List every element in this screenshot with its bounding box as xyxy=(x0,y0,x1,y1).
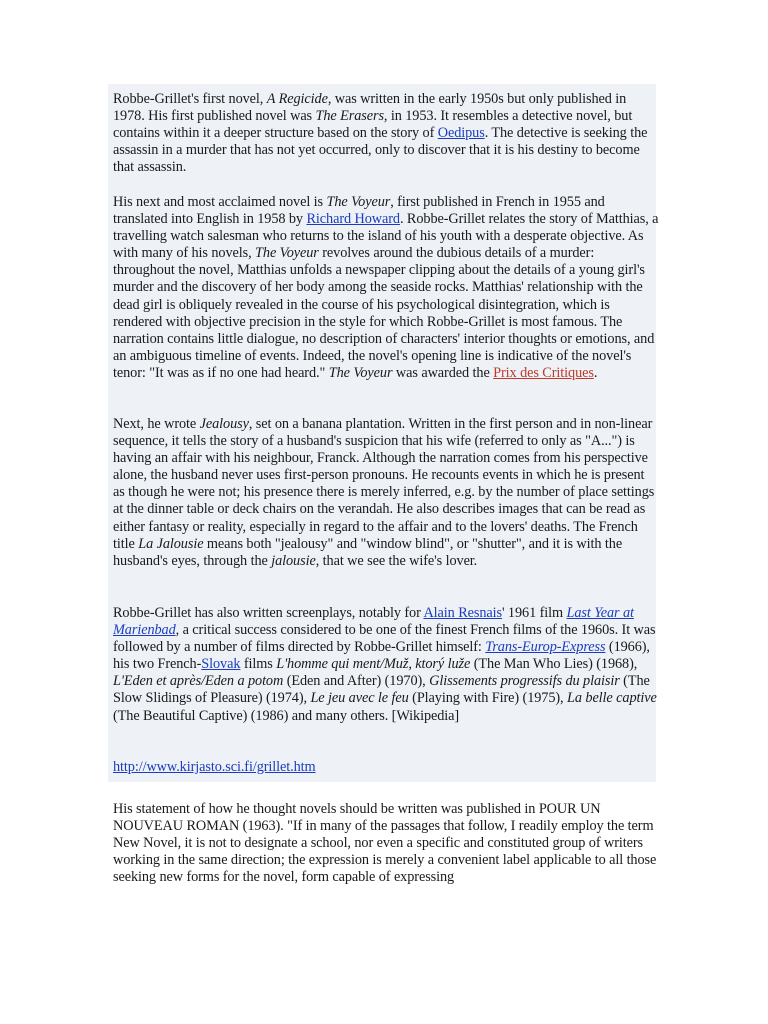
text-span: . Robbe-Grillet relates the story of Matthias, a travelling watch salesman who returns to the island of his youth with a desperate objective. As with many of his novels, xyxy=(113,211,659,262)
title-jealousy: Jealousy xyxy=(199,416,249,432)
title-le-jeu-avec-le-feu: Le jeu avec le feu xyxy=(310,690,409,707)
term-jalousie: jalousie xyxy=(271,552,316,569)
text-span: (The Beautiful Captive) (1986) and many others. [Wikipedia] xyxy=(113,707,460,724)
title-glissements: Glissements progressifs du plaisir xyxy=(429,673,620,690)
link-richard-howard[interactable]: Richard Howard xyxy=(306,211,400,228)
text-span: , set on a banana plantation. Written in the first person and in non-linear sequence, it tells the story of a husband's suspicion that his wife (referred to only as "A...") is having an affair with his neighbour, Franck. Although the narration comes from his perspective alone, the husband never uses first-person pronouns. He recounts events in which he is present as though he were not; his presence there is merely inferred, e.g. by the number of place settings at the dinner table or deck chairs on the verandah. He also describes images that can be read as either fantasy or reality, especially in regard to the affair and to the lovers' deaths. The French title xyxy=(113,416,655,552)
text-span: Next, he wrote xyxy=(113,416,200,432)
title-the-voyeur: The Voyeur xyxy=(326,194,391,210)
text-span: (1966), his two French- xyxy=(113,639,650,673)
title-la-jalousie: La Jalousie xyxy=(138,535,204,552)
link-trans-europ-express[interactable] xyxy=(485,639,605,655)
text-span: (Playing with Fire) (1975), xyxy=(408,690,568,707)
link-slovak[interactable]: Slovak xyxy=(201,656,241,673)
title-trans-europ-express: Trans-Europ-Express xyxy=(485,639,606,656)
text-span: Robbe-Grillet's first novel, xyxy=(113,91,267,107)
title-the-voyeur: The Voyeur xyxy=(328,364,393,381)
paragraph-nouveau-roman: His statement of how he thought novels should be written was published in POUR UN NOUVEAU ROMAN (1963). "If in many of the passages that follow, I readily employ the term New Novel, it is not to designate a school, nor even a specific and constituted group of writers working in the same direction; the expression is merely a convenient label applicable to all those seeking new forms for the novel, form capable of expressing xyxy=(113,801,657,886)
title-la-belle-captive: La belle captive xyxy=(567,690,657,707)
text-span: , a critical success considered to be one of the finest French films of the 1960s. It was followed by a number of films directed by Robbe-Grillet himself: xyxy=(113,622,656,656)
link-prix-des-critiques[interactable]: Prix des Critiques xyxy=(493,364,594,381)
link-oedipus[interactable]: Oedipus xyxy=(437,125,485,142)
text-span: (The Slow Slidings of Pleasure) (1974), xyxy=(113,673,650,707)
text-span: was awarded the xyxy=(392,364,494,381)
title-lhomme-qui-ment: L'homme qui ment/Muž, ktorý luže xyxy=(276,656,471,673)
lower-text-block xyxy=(108,796,656,896)
text-span: (Eden and After) (1970), xyxy=(283,673,430,690)
text-span: . xyxy=(593,364,598,381)
text-span: means both "jealousy" and "window blind", or "shutter", and it is with the husband's eyes, through the xyxy=(113,535,623,569)
link-source-url[interactable]: http://www.kirjasto.sci.fi/grillet.htm xyxy=(113,759,316,775)
paragraph-first-novel xyxy=(113,91,659,176)
text-span: , in 1953. It resembles a detective novel, but contains within it a deeper structure based on the story of xyxy=(113,108,633,142)
paragraph-screenplays xyxy=(113,605,659,725)
link-alain-resnais[interactable]: Alain Resnais xyxy=(423,605,502,621)
paragraph-source-url xyxy=(113,759,659,776)
text-span: , that we see the wife's lover. xyxy=(315,552,478,569)
title-last-year-at-marienbad: Last Year at Marienbad xyxy=(113,605,634,639)
title-a-regicide: A Regicide xyxy=(266,91,328,107)
text-span: , first published in French in 1955 and translated into English in 1958 by xyxy=(113,194,605,228)
text-span: ' 1961 film xyxy=(501,605,567,621)
paragraph-jealousy xyxy=(113,416,659,570)
title-the-voyeur: The Voyeur xyxy=(255,245,319,262)
title-leden-et-apres: L'Eden et après/Eden a potom xyxy=(113,673,284,690)
quoted-article-block xyxy=(108,84,659,782)
text-span: films xyxy=(240,656,277,673)
text-span: . The detective is seeking the assassin in a murder that has not yet occurred, only to discover that it is his destiny to become that assassin. xyxy=(113,125,648,176)
paragraph-the-voyeur xyxy=(113,194,659,382)
title-the-erasers: The Erasers xyxy=(315,108,384,125)
text-span: , was written in the early 1950s but only published in 1978. His first published novel was xyxy=(113,91,627,125)
text-span: His next and most acclaimed novel is xyxy=(113,194,327,210)
text-span: Robbe-Grillet has also written screenplays, notably for xyxy=(113,605,424,621)
text-span: revolves around the dubious details of a murder: throughout the novel, Matthias unfolds a newspaper clipping about the details of a young girl's murder and the discovery of her body among the seaside rocks. Matthias' relationship with the dead girl is obliquely revealed in the course of his psychological disintegration, which is rendered with objective precision in the style for which Robbe-Grillet is most famous. The narration contains little dialogue, no description of characters' interior thoughts or emotions, and an ambiguous timeline of events. Indeed, the novel's opening line is indicative of the novel's tenor: "It was as if no one had heard." xyxy=(113,245,655,381)
text-span: (The Man Who Lies) (1968), xyxy=(470,656,638,673)
